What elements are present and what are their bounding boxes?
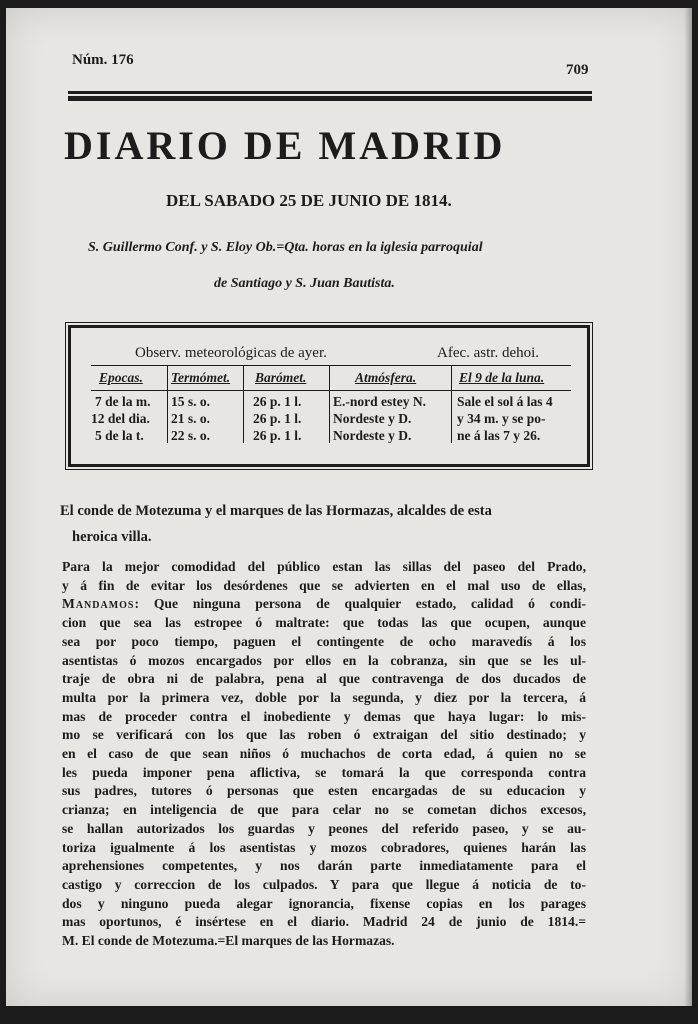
article-line: multa por la primera vez, doble por la segunda, y diez por la tercera, á xyxy=(62,689,586,705)
article-line: se hallan autorizados los guardas y peones del referido paseo, y se au- xyxy=(62,820,586,836)
article-line: mas de proceder contra el inobediente y demas que haya lugar: lo mis- xyxy=(62,708,586,724)
column-header-epocas: Epocas. xyxy=(99,370,143,385)
article-line: y á fin de evitar los desórdenes que se advierten en el mal uso de ellas, xyxy=(62,577,586,593)
column-header-atmosfera: Atmósfera. xyxy=(355,370,417,385)
column-divider xyxy=(329,365,330,443)
newspaper-title: DIARIO DE MADRID xyxy=(64,123,506,168)
article-body xyxy=(62,558,586,951)
article-line: aprehensiones competentes, y nos darán parte inmediatamente para el xyxy=(62,858,586,874)
article-line: en el caso de que sean niños ó muchachos de corta edad, á quien no se xyxy=(62,746,586,762)
article-signature: M. El conde de Motezuma.=El marques de las Hormazas. xyxy=(62,933,395,949)
article-line: cion que sea las estropee ó maltrate: que todas las que ocupen, aunque xyxy=(62,615,586,631)
cell-epoca: 7 de la m. xyxy=(95,394,151,409)
issue-date: DEL SABADO 25 DE JUNIO DE 1814. xyxy=(166,191,452,210)
cell-epoca: 5 de la t. xyxy=(95,428,144,443)
weather-table xyxy=(68,325,590,467)
article-line: toriza igualmente á los asentistas y mozos cobradores, quienes harán las xyxy=(62,839,586,855)
cell-astro: y 34 m. y se po- xyxy=(457,411,546,426)
saints-line-1: S. Guillermo Conf. y S. Eloy Ob.=Qta. horas en la iglesia parroquial xyxy=(88,240,483,255)
newspaper-page xyxy=(6,8,692,1006)
article-heading-line-1: El conde de Motezuma y el marques de las Hormazas, alcaldes de esta xyxy=(60,503,492,519)
column-divider xyxy=(451,365,452,443)
cell-astro: ne á las 7 y 26. xyxy=(457,428,541,443)
cell-barometro: 26 p. 1 l. xyxy=(253,394,302,409)
cell-atmosfera: Nordeste y D. xyxy=(333,411,412,426)
article-line: sea por poco tiempo, paguen el contingente de ocho maravedís á los xyxy=(62,633,586,649)
column-divider xyxy=(243,365,244,443)
article-line-text: : Que ninguna persona de qualquier estado, calidad ó condi- xyxy=(134,596,586,612)
article-line: dos y ninguno pueda alegar ignorancia, fixense copias en los parages xyxy=(62,895,586,911)
column-header-barometro: Barómet. xyxy=(255,370,307,385)
article-line: Para la mejor comodidad del público estan las sillas del paseo del Prado, xyxy=(62,559,586,574)
header-rule-thick xyxy=(68,96,592,101)
table-rule xyxy=(91,365,571,366)
cell-atmosfera: E.-nord estey N. xyxy=(333,394,426,409)
column-divider xyxy=(167,365,168,443)
weather-table-title: Observ. meteorológicas de ayer. xyxy=(135,345,327,361)
article-line: castigo y correccion de los culpados. Y para que llegue á noticia de to- xyxy=(62,876,586,892)
article-line: sus padres, tutores ó personas que esten encargadas de su educacion y xyxy=(62,783,586,799)
article-heading-line-2: heroica villa. xyxy=(72,529,152,545)
cell-termometro: 15 s. o. xyxy=(171,394,211,409)
article-line: crianza; en inteligencia de que para celar no se cometan dichos excesos, xyxy=(62,802,586,818)
cell-barometro: 26 p. 1 l. xyxy=(253,428,302,443)
issue-number: Núm. 176 xyxy=(72,52,134,68)
cell-termometro: 22 s. o. xyxy=(171,428,211,443)
cell-termometro: 21 s. o. xyxy=(171,411,211,426)
column-header-luna: El 9 de la luna. xyxy=(459,370,545,385)
article-heading xyxy=(60,498,600,550)
article-line: asentistas ó mozos encargados por ellos en la cobranza, sin que se les ul- xyxy=(62,652,586,668)
page-number: 709 xyxy=(566,62,589,78)
header-rule-thin xyxy=(68,91,592,94)
mandamos-word: Mandamos xyxy=(62,596,135,612)
cell-barometro: 26 p. 1 l. xyxy=(253,411,302,426)
column-header-termometro: Termómet. xyxy=(171,370,231,385)
article-line xyxy=(62,595,586,614)
cell-astro: Sale el sol á las 4 xyxy=(457,394,553,409)
article-line: mo se verificará con los que las roben ó extraigan del sitio destinado; y xyxy=(62,727,586,743)
saints-line-2: de Santiago y S. Juan Bautista. xyxy=(214,276,395,291)
astro-title: Afec. astr. dehoi. xyxy=(437,345,540,361)
table-rule xyxy=(91,390,571,391)
article-line: les pueda imponer pena aflictiva, se tomará la que corresponda contra xyxy=(62,764,586,780)
article-line: mas oportunos, é insértese en el diario. Madrid 24 de junio de 1814.= xyxy=(62,914,586,930)
cell-atmosfera: Nordeste y D. xyxy=(333,428,412,443)
cell-epoca: 12 del dia. xyxy=(91,411,150,426)
article-line: traje de obra ni de palabra, pena al que contravenga de dos ducados de xyxy=(62,671,586,687)
